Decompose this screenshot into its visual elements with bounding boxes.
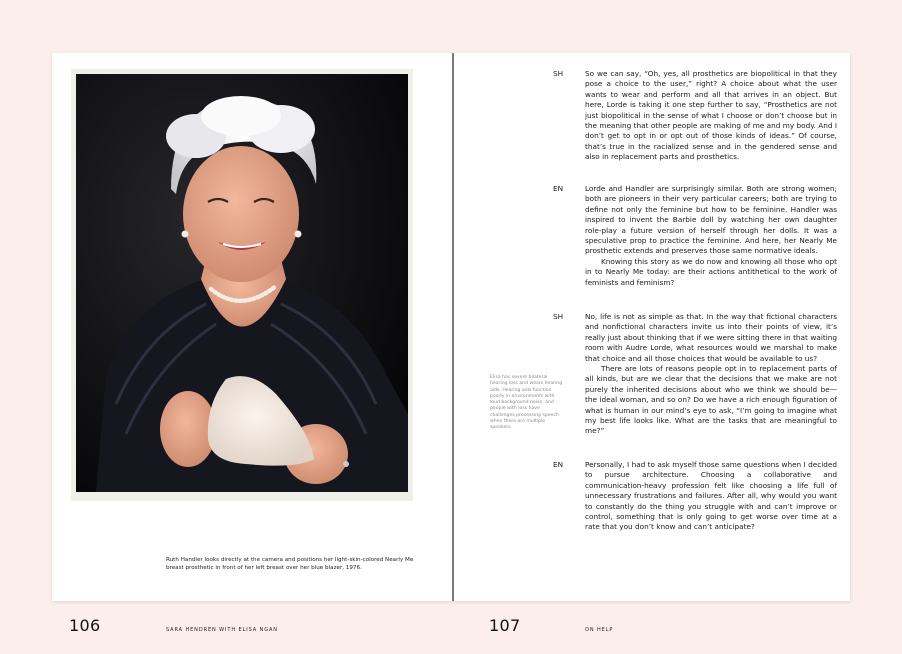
dialogue-paragraph (585, 69, 837, 163)
paragraph-text: Lorde and Handler are surprisingly similar. Both are strong women; both are pioneers in their very particular careers; both are trying to define not only the feminine but how to be feminine. Handler was inspired to invent the Barbie doll by watching her own daughter role-play a future version of herself through her dolls. It was a speculative prop to practice the feminine. And here, her Nearly Me prosthetic extends and preserves those same normative ideals. (585, 184, 837, 256)
paragraph-text: So we can say, “Oh, yes, all prosthetics are biopolitical in that they pose a choice to the user,” right? A choice about what the user wants to wear and perform and all that arrives in an object. But here, Lorde is taking it one step further to say, “Prosthetics are not just biopolitical in the sense of what I choose or don’t choose but in the meaning that other people are making of me and my body. And I don’t get to opt in or opt out of those kinds of ideas.” Of course, that’s true in the racialized sense and in the gendered sense and also in replacement parts and prosthetics. (585, 69, 837, 162)
page-number-right: 107 (489, 616, 521, 635)
margin-note: Elisa has severe bilateral hearing loss and wears hearing aids. Hearing aids function poorly in environments with loud background noise, and people with loss have challenges processing speech when there are multiple speakers. (490, 375, 563, 431)
photo-caption: Ruth Handler looks directly at the camera and positions her light-skin-colored Nearly Me breast prosthetic in front of her left breast over her blue blazer, 1976. (166, 557, 414, 571)
speaker-label: SH (553, 312, 564, 321)
left-page (52, 53, 453, 635)
right-page (454, 53, 850, 635)
paragraph-text: Personally, I had to ask myself those same questions when I decided to pursue architecture. Choosing a collaborative and communication-heavy profession felt like choosing a life full of unnecessary frustrations and failures. After all, why would you want to constantly do the thing you struggle with and can’t improve or control, something that is only going to get worse over time at a rate that you don’t know and can’t anticipate? (585, 460, 837, 532)
dialogue-paragraph (585, 184, 837, 288)
dialogue-paragraph (585, 312, 837, 437)
page-number-left: 106 (69, 616, 101, 635)
speaker-label: EN (553, 184, 564, 193)
paragraph-text: No, life is not as simple as that. In the way that fictional characters and nonfictional characters invite us into their points of view, it’s really just about thinking that if we were sitting there in that waiting room with Audre Lorde, what resources would we marshal to make that choice and all those choices that would be available to us? (585, 312, 837, 363)
portrait-photo (76, 74, 408, 492)
photo-frame (71, 69, 413, 501)
speaker-label: EN (553, 460, 564, 469)
dialogue-paragraph (585, 460, 837, 533)
running-head-left: SARA HENDREN WITH ELISA NGAN (166, 627, 278, 633)
running-head-right: ON HELP (585, 627, 614, 633)
paragraph-text: Knowing this story as we do now and knowing all those who opt in to Nearly Me today: are their actions antithetical to the work of feminists and feminism? (585, 256, 837, 287)
paragraph-text: There are lots of reasons people opt in to replacement parts of all kinds, but are we clear that the decisions that we make are not purely the inherited decisions about who we think we should be—the ideal woman, and so on? Do we have a rich enough figuration of what is human in our mind’s eye to ask, “I’m going to imagine what my best life looks like. What are the tasks that are meaningful to me?” (585, 364, 837, 436)
speaker-label: SH (553, 69, 564, 78)
